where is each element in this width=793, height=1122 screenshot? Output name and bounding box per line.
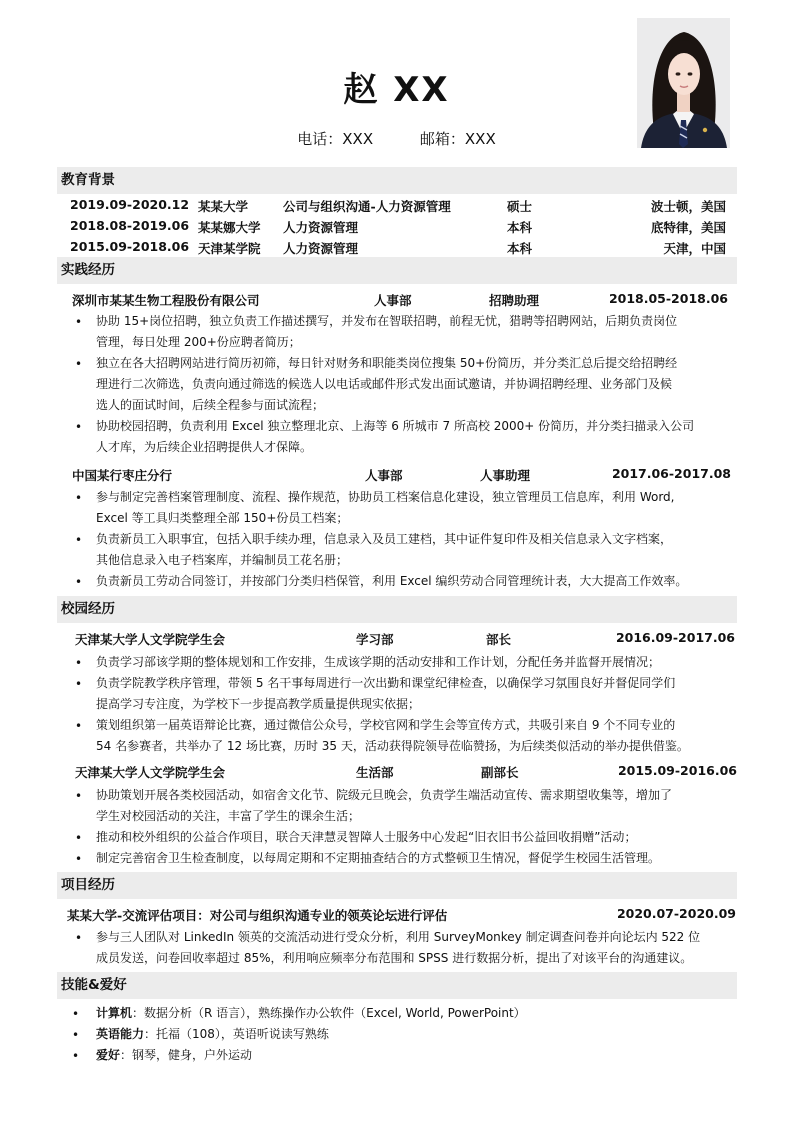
entry-org: 天津某大学人文学院学生会 (75, 632, 226, 647)
bullet-dot: • (75, 719, 83, 733)
skill-item (96, 1003, 526, 1024)
skill-text: ：数据分析（R 语言），熟练操作办公软件（Excel, World, PowerPoint） (132, 1006, 526, 1020)
bullet-text: 其他信息录入电子档案库，并编制员工花名册； (96, 553, 349, 567)
entry-dept: 人事部 (365, 468, 403, 483)
edu-degree: 硕士 (507, 199, 533, 214)
entry-period: 2017.06-2017.08 (611, 466, 731, 481)
entry-dept: 学习部 (356, 632, 394, 647)
bullet-text: 协助校园招聘，负责利用 Excel 独立整理北京、上海等 6 所城市 7 所高校 2000+ 份简历，并分类扫描录入公司 (96, 419, 695, 433)
bullet-text: 协助 15+岗位招聘，独立负责工作描述撰写，并发布在智联招聘，前程无忧，猎聘等招聘网站，后期负责岗位 (96, 314, 678, 328)
candidate-name: 赵 XX (343, 70, 450, 110)
edu-location: 天津，中国 (663, 241, 726, 256)
edu-period: 2015.09-2018.06 (70, 239, 190, 254)
bullet-text: 协助策划开展各类校园活动，如宿舍文化节、院级元旦晚会，负责学生端活动宣传、需求期望收集等，增加了 (96, 788, 673, 802)
bullet-dot: • (75, 491, 83, 505)
bullet-dot: • (75, 315, 83, 329)
bullet-dot: • (75, 677, 83, 691)
bullet-dot: • (75, 533, 83, 547)
bullet-text: 负责学习部该学期的整体规划和工作安排，生成该学期的活动安排和工作计划，分配任务并监督开展情况； (96, 655, 661, 669)
profile-photo (637, 18, 730, 148)
bullet-text: 54 名参赛者，共举办了 12 场比赛，历时 35 天，活动获得院领导莅临赞扬，为后续类似活动的举办提供借鉴。 (96, 739, 689, 753)
skill-label: 爱好 (96, 1048, 121, 1062)
bullet-text: 制定完善宿舍卫生检查制度，以每周定期和不定期抽查结合的方式整顿卫生情况，督促学生校园生活管理。 (96, 851, 661, 865)
edu-location: 底特律，美国 (650, 220, 726, 235)
bullet-text: 负责学院教学秩序管理，带领 5 名干事每周进行一次出勤和课堂纪律检查，以确保学习氛围良好并督促同学们 (96, 676, 676, 690)
bullet-dot: • (72, 1007, 80, 1021)
bullet-dot: • (75, 789, 83, 803)
resume-header (0, 0, 793, 165)
entry-period: 2018.05-2018.06 (608, 291, 728, 306)
bullet-dot: • (75, 575, 83, 589)
edu-school: 某某大学 (198, 199, 249, 214)
bullet-text: 参与制定完善档案管理制度、流程、操作规范，协助员工档案信息化建设，独立管理员工信息库，利用 Word, (96, 490, 675, 504)
edu-school: 天津某学院 (198, 241, 261, 256)
bullet-text: 管理，每日处理 200+份应聘者简历； (96, 335, 301, 349)
edu-major: 公司与组织沟通-人力资源管理 (283, 199, 451, 214)
edu-degree: 本科 (507, 220, 533, 235)
skill-label: 计算机 (96, 1006, 133, 1020)
bullet-text: 学生对校园活动的关注，丰富了学生的课余生活； (96, 809, 361, 823)
bullet-dot: • (72, 1028, 80, 1042)
bullet-text: 人才库，为后续企业招聘提供人才保障。 (96, 440, 313, 454)
edu-location: 波士顿，美国 (650, 199, 726, 214)
entry-role: 副部长 (481, 765, 519, 780)
bullet-dot: • (72, 1049, 80, 1063)
bullet-dot: • (75, 831, 83, 845)
bullet-text: 独立在各大招聘网站进行简历初筛，每日针对财务和职能类岗位搜集 50+份简历，并分类汇总后提交给招聘经 (96, 356, 678, 370)
bullet-dot: • (75, 420, 83, 434)
section-education-title: 教育背景 (57, 167, 737, 194)
entry-role: 部长 (486, 632, 512, 647)
bullet-text: 选人的面试时间，后续全程参与面试流程； (96, 398, 325, 412)
bullet-text: 理进行二次筛选，负责向通过筛选的候选人以电话或邮件形式发出面试邀请，并协调招聘经理、业务部门及候 (96, 377, 673, 391)
edu-period: 2018.08-2019.06 (70, 218, 190, 233)
entry-role: 招聘助理 (489, 293, 540, 308)
entry-role: 人事助理 (480, 468, 531, 483)
skill-item (96, 1045, 252, 1066)
bullet-dot: • (75, 852, 83, 866)
section-campus-title: 校园经历 (57, 596, 737, 623)
bullet-text: 负责新员工劳动合同签订，并按部门分类归档保管，利用 Excel 编织劳动合同管理统计表，大大提高工作效率。 (96, 574, 688, 588)
section-project-title: 项目经历 (57, 872, 737, 899)
email-text: 邮箱：XXX (419, 130, 496, 148)
entry-dept: 人事部 (374, 293, 412, 308)
edu-period: 2019.09-2020.12 (70, 197, 190, 212)
bullet-text: Excel 等工具归类整理全部 150+份员工档案； (96, 511, 349, 525)
skill-text: ：托福（108），英语听说读写熟练 (144, 1027, 329, 1041)
bullet-dot: • (75, 656, 83, 670)
project-period: 2020.07-2020.09 (616, 906, 736, 921)
section-skills-title: 技能&爱好 (57, 972, 737, 999)
bullet-text: 策划组织第一届英语辩论比赛，通过微信公众号，学校官网和学生会等宣传方式，共吸引来自 9 个不同专业的 (96, 718, 676, 732)
bullet-dot: • (75, 931, 83, 945)
entry-org: 天津某大学人文学院学生会 (75, 765, 226, 780)
bullet-dot: • (75, 357, 83, 371)
entry-period: 2016.09-2017.06 (615, 630, 735, 645)
bullet-text: 提高学习专注度，为学校下一步提高教学质量提供现实依据； (96, 697, 421, 711)
bullet-text: 推动和校外组织的公益合作项目，联合天津慧灵智障人士服务中心发起“旧衣旧书公益回收捐赠”活动； (96, 830, 637, 844)
bullet-text: 参与三人团队对 LinkedIn 领英的交流活动进行受众分析，利用 SurveyMonkey 制定调查问卷并向论坛内 522 位 (96, 930, 701, 944)
skill-label: 英语能力 (96, 1027, 145, 1041)
edu-school: 某某娜大学 (198, 220, 261, 235)
bullet-text: 负责新员工入职事宜，包括入职手续办理，信息录入及员工建档，其中证件复印件及相关信息录入文字档案， (96, 532, 673, 546)
entry-dept: 生活部 (356, 765, 394, 780)
entry-org: 中国某行枣庄分行 (72, 468, 173, 483)
skill-item (96, 1024, 329, 1045)
section-practice-title: 实践经历 (57, 257, 737, 284)
project-title: 某某大学-交流评估项目：对公司与组织沟通专业的领英论坛进行评估 (67, 908, 448, 923)
edu-major: 人力资源管理 (283, 241, 359, 256)
entry-period: 2015.09-2016.06 (617, 763, 737, 778)
skill-text: ：钢琴，健身，户外运动 (120, 1048, 253, 1062)
edu-major: 人力资源管理 (283, 220, 359, 235)
entry-org: 深圳市某某生物工程股份有限公司 (72, 293, 260, 308)
edu-degree: 本科 (507, 241, 533, 256)
phone-text: 电话：XXX (297, 130, 374, 148)
bullet-text: 成员发送，问卷回收率超过 85%，利用响应频率分布范围和 SPSS 进行数据分析，提出了对该平台的沟通建议。 (96, 951, 693, 965)
